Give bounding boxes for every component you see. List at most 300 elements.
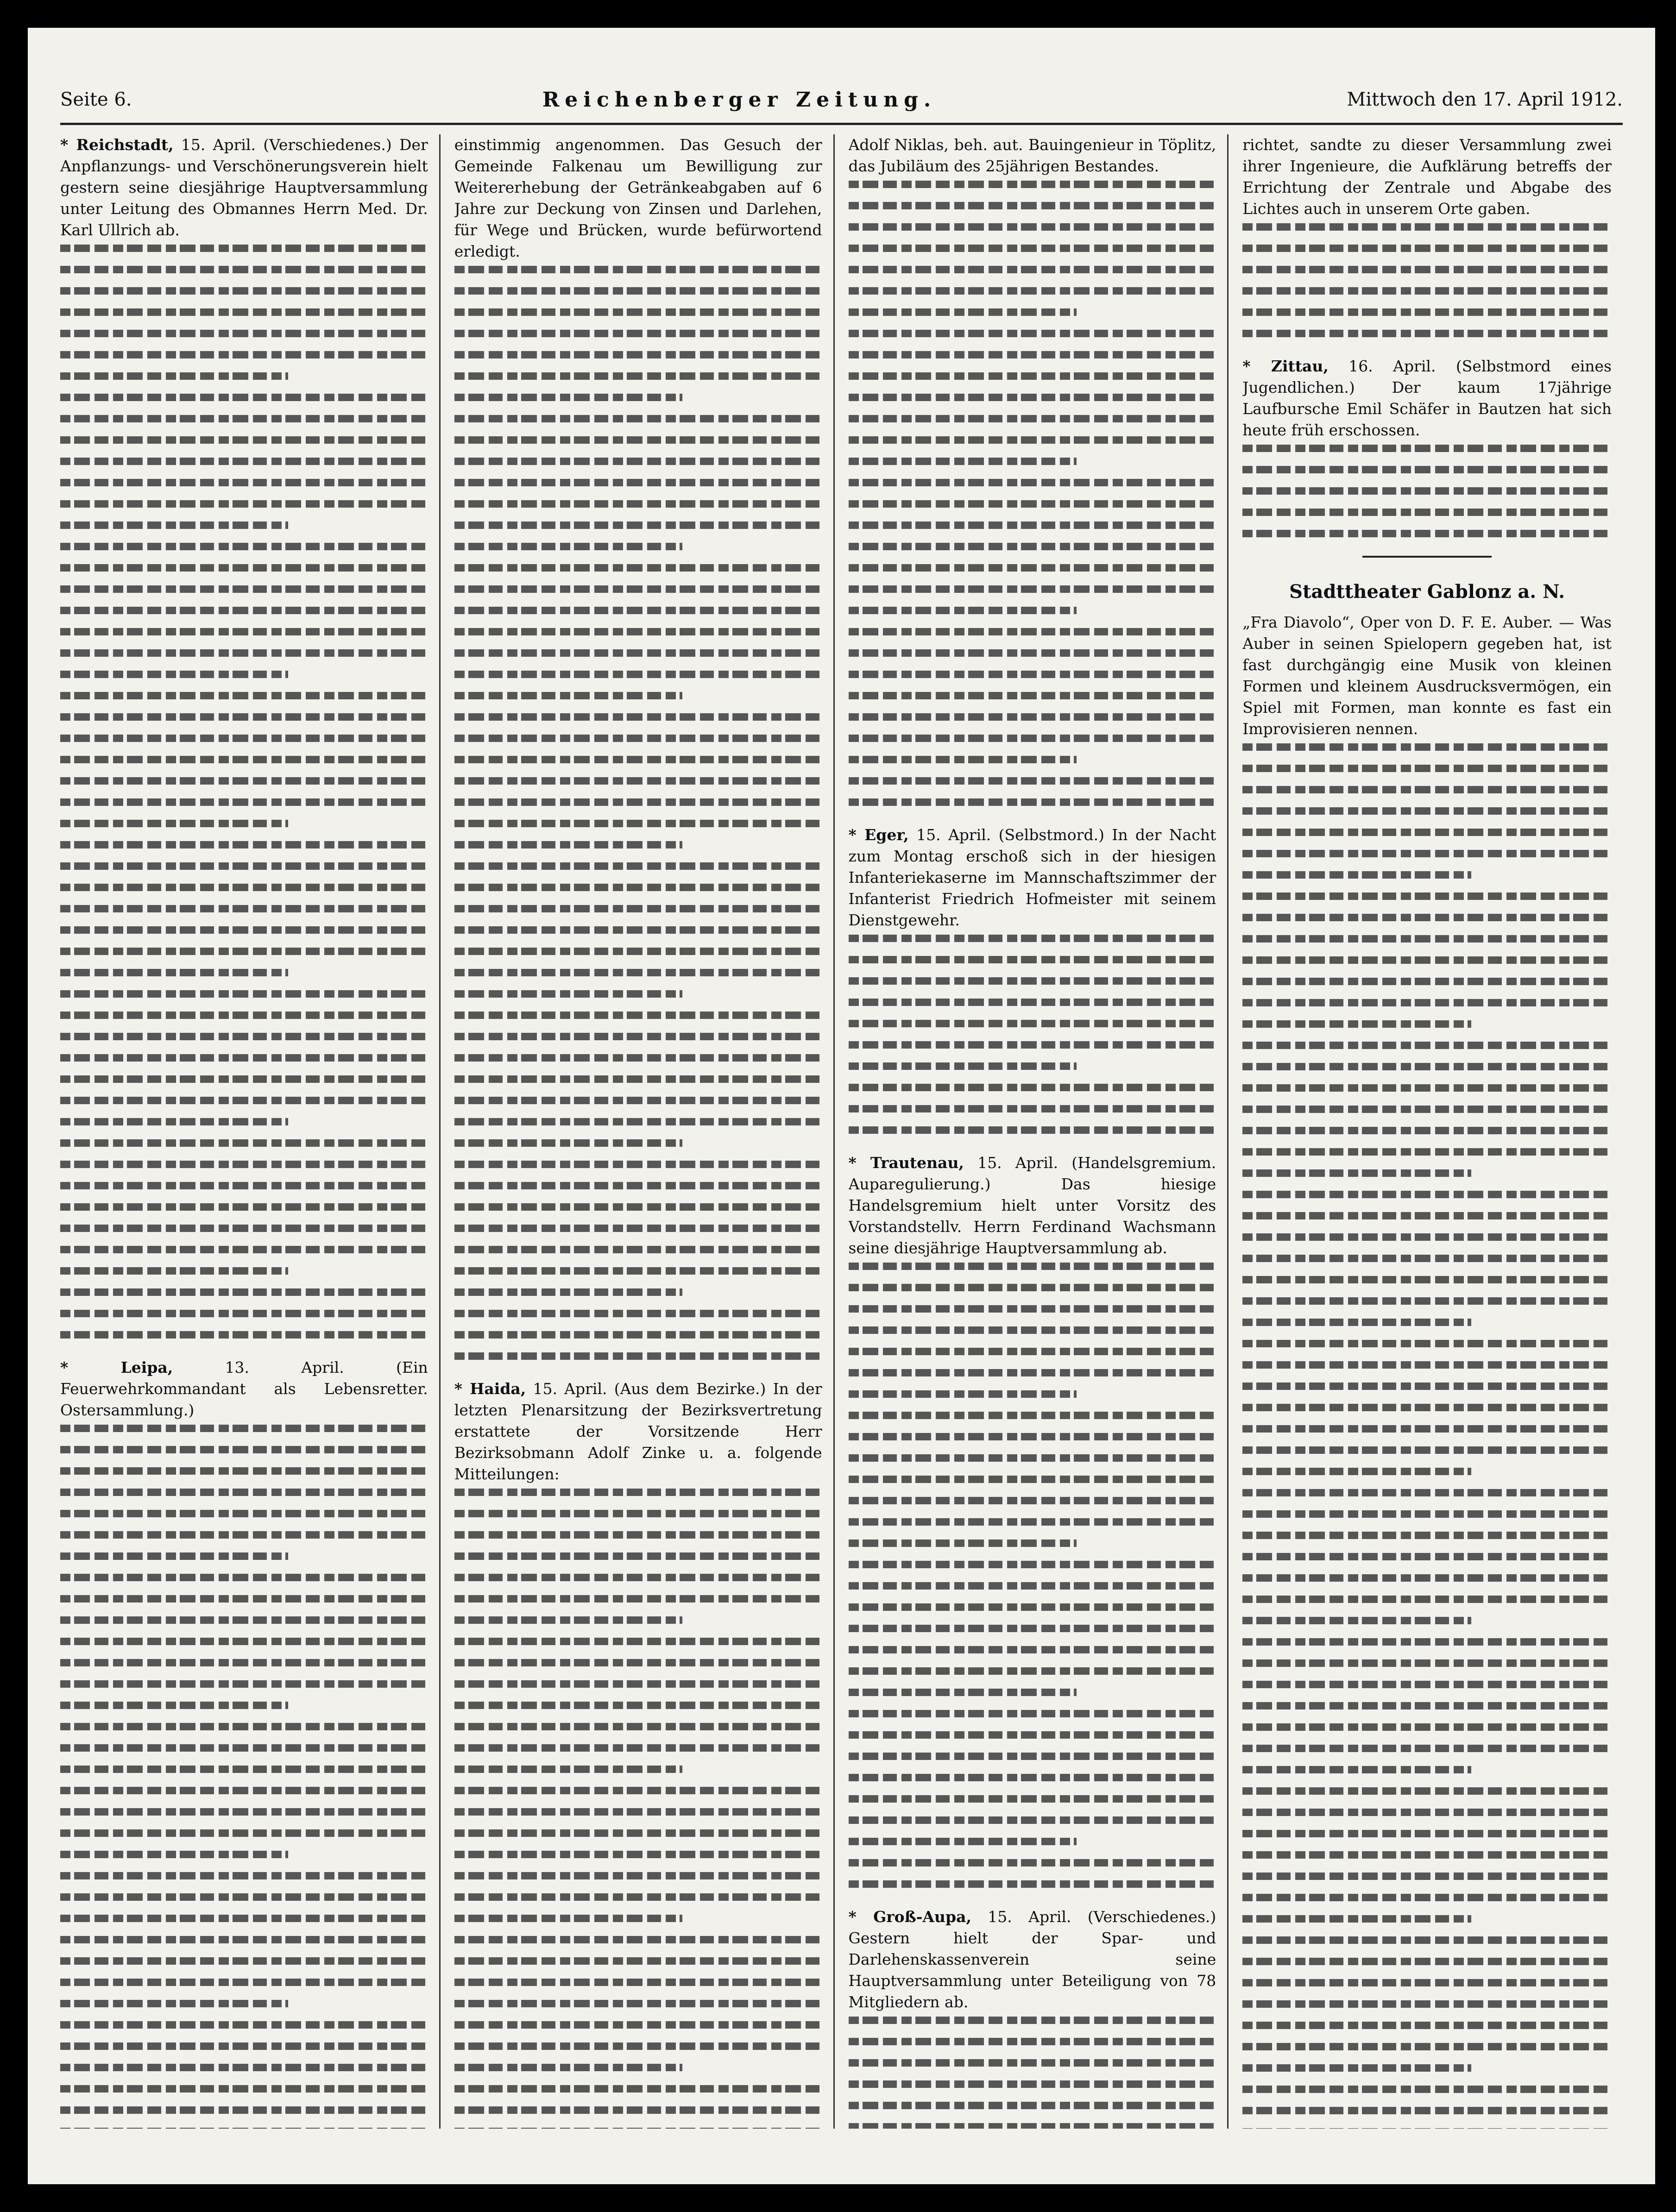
text-line	[454, 1097, 822, 1104]
article-text: 15. April. (Selbstmord.) In der Nacht zum Montag erschoß sich in der hiesigen Infanteriekaserne im Mannschaftszimmer der Infanterist Friedrich Hofmeister mit seinem Dienstgewehr.	[848, 826, 1216, 929]
article	[849, 824, 1216, 1134]
text-line	[849, 1105, 1216, 1112]
text-line	[60, 1702, 288, 1709]
text-line	[1242, 2107, 1612, 2114]
text-line	[454, 1012, 822, 1019]
article-text: 13. April. (Ein Feuerwehrkommandant als Lebensretter. Ostersammlung.)	[60, 1358, 428, 1419]
text-line	[1242, 1468, 1471, 1475]
newspaper-paper	[28, 28, 1655, 2184]
text-line	[1242, 1787, 1612, 1795]
text-line	[1242, 1063, 1612, 1070]
text-line	[60, 671, 288, 678]
text-line	[849, 372, 1216, 380]
text-line	[454, 2064, 682, 2071]
text-line	[1242, 892, 1612, 900]
article-text: richtet, sandte zu dieser Versammlung zwei ihrer Ingenieure, die Aufklärung betreffs der Errichtung der Zentrale und Abgabe des Lichtes auch in unserem Orte gaben.	[1242, 136, 1612, 218]
text-line	[60, 1680, 428, 1688]
text-line	[849, 628, 1216, 635]
text-line	[849, 607, 1077, 614]
text-line	[1242, 1446, 1612, 1454]
text-line	[849, 1859, 1216, 1866]
text-line	[849, 1454, 1216, 1462]
text-line	[849, 436, 1216, 444]
text-line	[60, 990, 428, 998]
text-line	[1242, 1681, 1612, 1688]
text-lines	[454, 266, 822, 1360]
text-line	[849, 1880, 1216, 1888]
text-line	[849, 1390, 1077, 1398]
text-line	[454, 1808, 822, 1816]
text-line	[1242, 1532, 1612, 1539]
article	[1242, 134, 1612, 337]
text-line	[849, 1263, 1216, 1270]
article-dateline: * Trautenau,	[848, 1154, 964, 1172]
text-line	[1242, 1510, 1612, 1518]
text-line	[1242, 1382, 1612, 1390]
text-line	[60, 585, 428, 593]
text-line	[1242, 1702, 1612, 1709]
text-line	[60, 1723, 428, 1730]
text-line	[60, 245, 428, 252]
article-text: einstimmig angenommen. Das Gesuch der Gemeinde Falkenau um Bewilligung zur Weitererhebung der Getränkeabgaben auf 6 Jahre zur Deckung von Zinsen und Darlehen, für Wege und Brücken, wurde befürwortend erledigt.	[454, 136, 822, 260]
text-line	[60, 1425, 428, 1432]
article	[60, 134, 428, 1339]
text-line	[1242, 1723, 1612, 1731]
text-line	[60, 1851, 288, 1858]
text-line	[849, 585, 1216, 593]
text-line	[60, 649, 428, 657]
text-line	[849, 1433, 1216, 1440]
columns	[60, 134, 1623, 2129]
text-line	[454, 607, 822, 614]
text-line	[1242, 1425, 1612, 1433]
text-line	[849, 1326, 1216, 1334]
text-line	[1242, 1404, 1612, 1411]
text-line	[849, 351, 1216, 358]
text-line	[60, 543, 428, 550]
text-line	[454, 1246, 822, 1253]
text-line	[60, 969, 288, 976]
text-line	[1242, 1361, 1612, 1369]
text-line	[454, 671, 822, 678]
text-line	[454, 862, 822, 870]
text-lines	[60, 245, 428, 1339]
text-line	[454, 692, 682, 699]
text-line	[454, 1552, 822, 1560]
text-line	[1242, 743, 1612, 751]
text-line	[849, 777, 1216, 785]
text-line	[60, 394, 428, 401]
text-line	[849, 1497, 1216, 1504]
text-line	[849, 415, 1216, 422]
text-line	[454, 1915, 682, 1922]
text-line	[849, 1646, 1216, 1653]
text-line	[849, 1084, 1216, 1091]
article-dateline: * Reichstadt,	[60, 136, 174, 154]
text-line	[849, 458, 1077, 465]
text-line	[849, 1710, 1216, 1717]
text-line	[849, 649, 1216, 657]
text-line	[849, 500, 1216, 508]
text-line	[454, 1766, 682, 1773]
text-line	[1242, 287, 1612, 295]
text-line	[60, 436, 428, 444]
text-line	[849, 564, 1216, 572]
text-line	[60, 1595, 428, 1602]
text-line	[454, 479, 822, 486]
article-dateline: * Haida,	[454, 1380, 526, 1398]
text-line	[849, 2102, 1216, 2109]
text-line	[454, 2000, 822, 2007]
column-2	[454, 134, 835, 2129]
text-line	[60, 479, 428, 486]
text-line	[60, 926, 428, 934]
text-line	[1242, 1084, 1612, 1092]
text-line	[1242, 1553, 1612, 1560]
article-text: 15. April. (Aus dem Bezirke.) In der letzten Plenarsitzung der Bezirksvertretung erstattete der Vorsitzende Herr Bezirksobmann Adolf Zinke u. a. folgende Mitteilungen:	[454, 1380, 822, 1483]
text-line	[1242, 1489, 1612, 1496]
text-line	[454, 1680, 822, 1688]
text-line	[60, 2128, 428, 2129]
text-lines	[1242, 445, 1612, 537]
article-text: „Fra Diavolo“, Oper von D. F. E. Auber. — Was Auber in seinen Spielopern gegeben hat, ist fast durchgängig eine Musik von kleinen Formen und kleinem Ausdrucksvermögen, ein Spiel mit Formen, man konnte es fast ein Improvisieren nennen.	[1242, 613, 1612, 738]
text-line	[454, 330, 822, 337]
text-line	[1242, 2064, 1471, 2072]
text-line	[60, 777, 428, 785]
text-line	[849, 1284, 1216, 1291]
text-line	[454, 1182, 822, 1189]
text-lines	[60, 1425, 428, 2129]
text-lines	[1242, 223, 1612, 337]
text-line	[454, 1638, 822, 1645]
article	[454, 134, 822, 1360]
text-line	[454, 1979, 822, 1986]
text-line	[1242, 1958, 1612, 1965]
text-line	[849, 1305, 1216, 1313]
text-line	[1242, 2022, 1612, 2029]
text-line	[849, 1369, 1216, 1376]
text-line	[60, 862, 428, 870]
text-line	[849, 1625, 1216, 1632]
text-line	[849, 330, 1216, 337]
text-line	[454, 798, 822, 806]
text-line	[60, 1033, 428, 1040]
text-line	[454, 1054, 822, 1062]
text-line	[60, 2085, 428, 2093]
text-line	[454, 777, 822, 785]
text-line	[849, 1689, 1077, 1696]
text-line	[60, 1267, 288, 1275]
text-line	[849, 1816, 1216, 1824]
text-line	[849, 1561, 1216, 1568]
text-line	[1242, 914, 1612, 921]
text-line	[454, 1893, 822, 1901]
text-line	[1242, 2128, 1612, 2129]
text-line	[60, 1467, 428, 1475]
text-line	[454, 1595, 822, 1602]
text-line	[454, 2085, 822, 2093]
text-line	[849, 999, 1216, 1006]
header-rule	[60, 123, 1623, 125]
text-line	[454, 926, 822, 934]
text-line	[1242, 1851, 1612, 1859]
text-line	[454, 841, 682, 848]
text-line	[454, 500, 822, 508]
text-line	[60, 564, 428, 572]
text-line	[849, 522, 1216, 529]
text-line	[1242, 765, 1612, 772]
text-line	[60, 2106, 428, 2114]
article-text: 16. April. (Selbstmord eines Jugendlichen.) Der kaum 17jährige Laufbursche Emil Schäfer in Bautzen hat sich heute früh erschossen.	[1242, 357, 1612, 439]
text-line	[60, 1489, 428, 1496]
text-line	[454, 1033, 822, 1040]
text-line	[454, 1829, 822, 1837]
text-line	[849, 1582, 1216, 1590]
text-line	[1242, 530, 1612, 537]
text-line	[849, 756, 1077, 763]
text-line	[454, 564, 822, 572]
text-line	[1242, 1617, 1471, 1624]
text-line	[849, 956, 1216, 963]
text-line	[849, 1838, 1077, 1845]
text-lines	[849, 935, 1216, 1134]
text-line	[60, 1203, 428, 1211]
text-line	[1242, 1830, 1612, 1837]
article	[60, 1357, 428, 2129]
text-line	[849, 245, 1216, 252]
text-line	[454, 820, 822, 827]
article	[1242, 612, 1612, 2129]
text-line	[454, 756, 822, 763]
article	[849, 1152, 1216, 1888]
text-line	[454, 1225, 822, 1232]
text-line	[454, 1310, 822, 1317]
column-3	[849, 134, 1229, 2129]
text-line	[454, 649, 822, 657]
text-line	[454, 713, 822, 721]
text-line	[60, 1510, 428, 1517]
text-lines	[849, 1263, 1216, 1888]
text-line	[849, 1540, 1077, 1547]
text-line	[60, 522, 288, 529]
text-line	[454, 522, 822, 529]
text-line	[1242, 445, 1612, 452]
issue-date: Mittwoch den 17. April 1912.	[1347, 89, 1623, 110]
text-line	[1242, 1979, 1612, 1986]
text-line	[454, 948, 822, 955]
text-line	[454, 287, 822, 295]
text-line	[849, 266, 1216, 273]
text-line	[60, 1744, 428, 1752]
text-line	[849, 1020, 1216, 1027]
text-line	[60, 1161, 428, 1168]
text-line	[1242, 1169, 1471, 1177]
text-line	[60, 1288, 428, 1296]
text-line	[1242, 1659, 1612, 1667]
text-line	[849, 2038, 1216, 2045]
text-lines	[454, 1489, 822, 2129]
column-1	[60, 134, 441, 2129]
text-line	[1242, 871, 1471, 879]
text-line	[1242, 308, 1612, 316]
article-dateline: * Leipa,	[60, 1358, 173, 1376]
text-line	[454, 1957, 822, 1965]
text-line	[60, 607, 428, 614]
text-line	[849, 1731, 1216, 1739]
text-line	[849, 1774, 1216, 1781]
text-line	[60, 1766, 428, 1773]
article-dateline: * Eger,	[848, 826, 909, 844]
text-line	[1242, 1809, 1612, 1816]
text-line	[60, 1225, 428, 1232]
text-line	[454, 1288, 682, 1296]
text-line	[454, 1702, 822, 1709]
text-line	[60, 798, 428, 806]
text-line	[454, 394, 682, 401]
text-line	[454, 1489, 822, 1496]
text-line	[1242, 1106, 1612, 1113]
text-line	[1242, 1297, 1612, 1305]
text-line	[60, 1574, 428, 1581]
text-line	[1242, 2043, 1612, 2050]
text-line	[849, 671, 1216, 678]
text-line	[1242, 1233, 1612, 1241]
text-line	[849, 1753, 1216, 1760]
text-line	[1242, 1766, 1471, 1773]
text-line	[849, 394, 1216, 401]
text-line	[454, 1744, 822, 1752]
text-line	[849, 1412, 1216, 1419]
text-line	[454, 543, 682, 550]
text-line	[454, 2021, 822, 2029]
text-line	[849, 692, 1216, 699]
text-line	[849, 543, 1216, 550]
text-line	[60, 2042, 428, 2050]
text-line	[454, 1851, 822, 1858]
text-line	[60, 1808, 428, 1816]
text-line	[1242, 1191, 1612, 1198]
text-line	[60, 1893, 428, 1901]
text-line	[60, 1054, 428, 1062]
text-line	[60, 1075, 428, 1083]
text-line	[1242, 2000, 1612, 2008]
text-line	[60, 1659, 428, 1666]
text-line	[1242, 223, 1612, 231]
text-line	[60, 820, 288, 827]
text-line	[1242, 487, 1612, 495]
text-line	[454, 585, 822, 593]
text-line	[60, 2021, 428, 2029]
text-line	[1242, 1276, 1612, 1283]
text-line	[454, 1574, 822, 1581]
text-line	[454, 1872, 822, 1879]
text-line	[1242, 509, 1612, 516]
text-line	[1242, 1574, 1612, 1582]
text-line	[60, 458, 428, 465]
text-line	[60, 1979, 428, 1986]
article	[849, 1906, 1216, 2129]
text-line	[1242, 999, 1612, 1006]
masthead	[60, 79, 1623, 120]
text-line	[1242, 829, 1612, 836]
text-line	[1242, 935, 1612, 943]
text-line	[60, 1446, 428, 1453]
text-line	[60, 1182, 428, 1189]
text-lines	[849, 2017, 1216, 2129]
text-line	[1242, 956, 1612, 964]
text-line	[454, 2128, 822, 2129]
text-lines	[1242, 743, 1612, 2129]
text-line	[60, 2000, 288, 2007]
text-line	[849, 308, 1077, 316]
text-line	[1242, 1915, 1471, 1923]
text-line	[849, 713, 1216, 721]
text-line	[454, 735, 822, 742]
text-line	[849, 2123, 1216, 2129]
text-line	[849, 202, 1216, 209]
text-line	[454, 628, 822, 635]
text-line	[454, 1352, 822, 1360]
text-line	[60, 1012, 428, 1019]
text-line	[454, 436, 822, 444]
article-dateline: * Groß-Aupa,	[848, 1908, 971, 1926]
text-line	[454, 990, 682, 998]
text-line	[60, 1552, 288, 1560]
text-line	[1242, 1042, 1612, 1049]
newspaper-title: Reichenberger Zeitung.	[542, 88, 937, 112]
text-line	[454, 1267, 822, 1275]
text-line	[849, 935, 1216, 942]
text-line	[849, 735, 1216, 742]
text-line	[454, 1659, 822, 1666]
text-line	[454, 372, 822, 380]
text-line	[1242, 1894, 1612, 1901]
text-line	[849, 479, 1216, 486]
text-line	[1242, 466, 1612, 473]
text-line	[1242, 1319, 1471, 1326]
text-line	[849, 798, 1216, 806]
text-line	[60, 351, 428, 358]
text-line	[454, 415, 822, 422]
article-text: 15. April. (Verschiedenes.) Gestern hielt der Spar- und Darlehenskassenverein seine Hauptversammlung unter Beteiligung von 78 Mitgliedern ab.	[848, 1908, 1216, 2011]
text-line	[849, 181, 1216, 188]
text-line	[454, 1203, 822, 1211]
text-line	[1242, 1596, 1612, 1603]
text-line	[849, 1348, 1216, 1355]
text-line	[849, 1667, 1216, 1675]
text-line	[60, 948, 428, 955]
text-line	[1242, 330, 1612, 337]
text-line	[60, 1097, 428, 1104]
text-line	[60, 756, 428, 763]
column-4	[1242, 134, 1623, 2129]
text-lines	[849, 181, 1216, 806]
text-line	[1242, 978, 1612, 985]
text-line	[454, 1616, 682, 1624]
text-line	[1242, 786, 1612, 793]
text-line	[60, 1829, 428, 1837]
text-line	[60, 1331, 428, 1339]
text-line	[60, 841, 428, 848]
text-line	[60, 884, 428, 891]
text-line	[60, 1936, 428, 1943]
text-line	[849, 287, 1216, 295]
article	[454, 1378, 822, 2129]
text-line	[454, 351, 822, 358]
text-line	[1242, 1936, 1612, 1944]
text-line	[454, 1531, 822, 1539]
text-line	[454, 266, 822, 273]
